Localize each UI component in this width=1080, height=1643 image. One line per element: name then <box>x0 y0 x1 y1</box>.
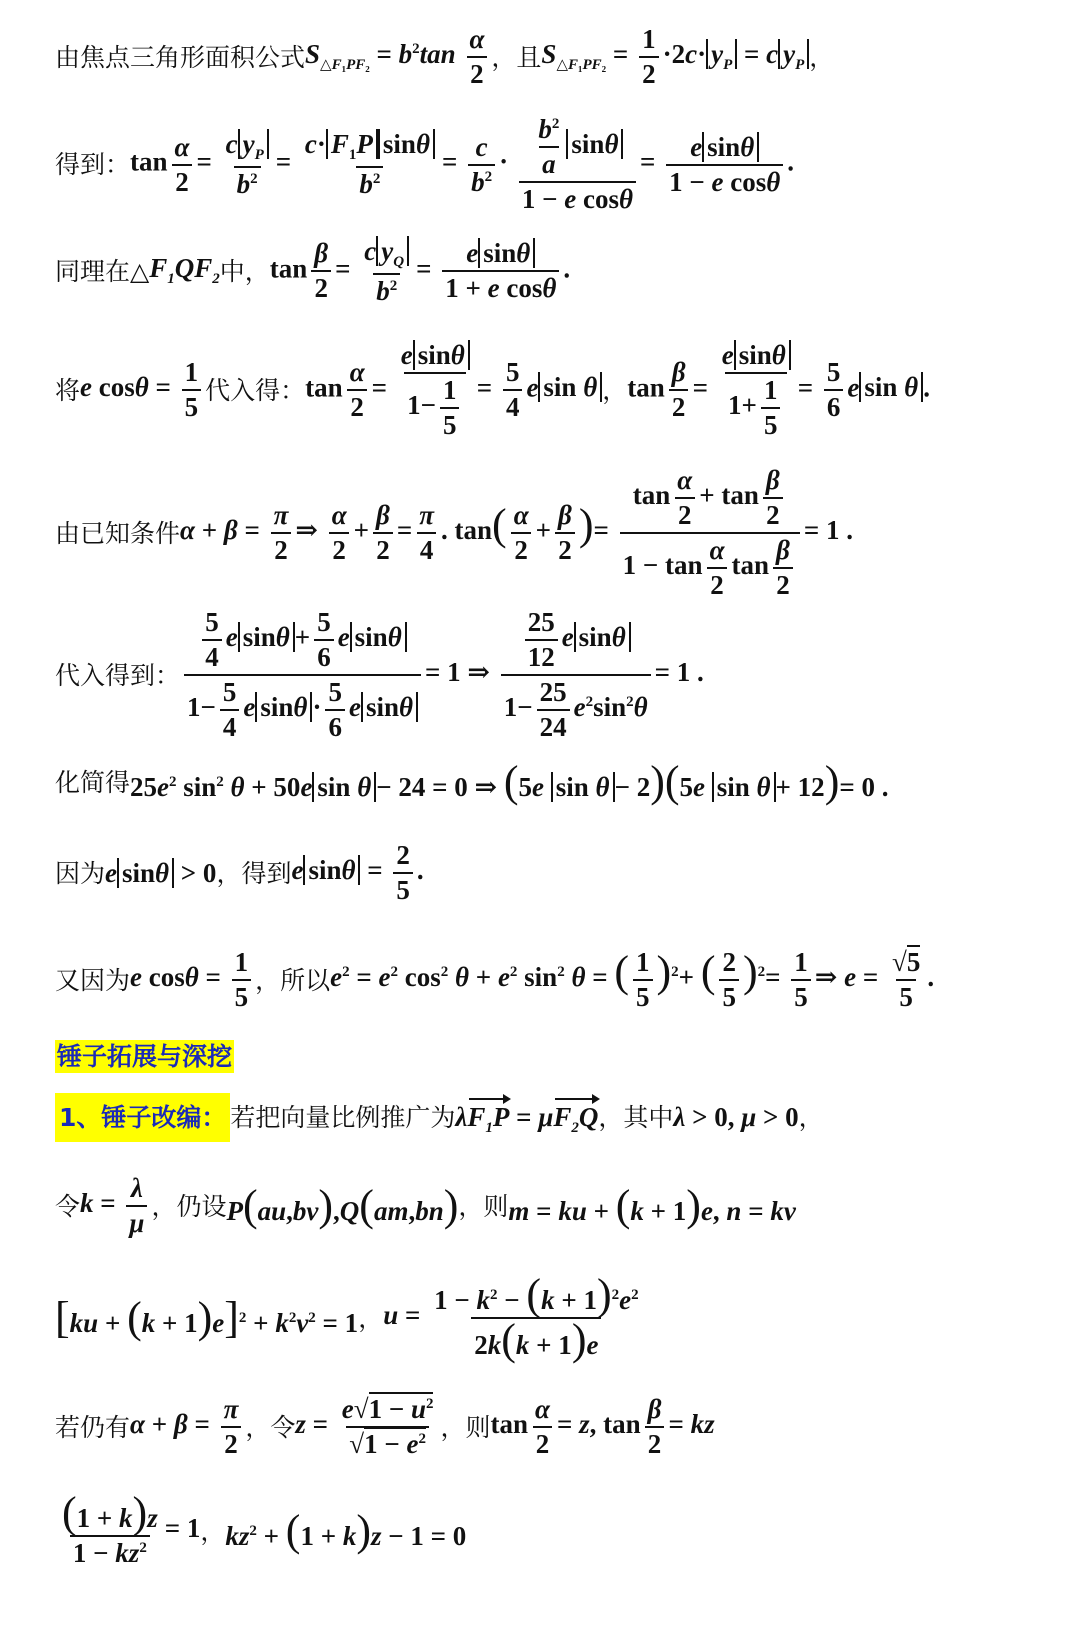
section-heading-text: 锤子拓展与深挖 <box>57 1041 233 1071</box>
math-expression: $F_1QF_2$ <box>149 253 220 287</box>
text-segment: ， <box>798 1102 824 1132</box>
text-segment: 代入得到： <box>55 660 181 690</box>
formula-line-14 <box>55 1382 1050 1472</box>
formula-line-2 <box>55 112 1050 217</box>
formula-line-3 <box>55 235 1050 307</box>
section-heading <box>55 1035 1050 1077</box>
text-segment: 若仍有 <box>55 1412 131 1442</box>
math-expression: k = $\frac{\lambda}{\mu}$ <box>80 1175 151 1237</box>
text-segment: 令 <box>55 1191 81 1221</box>
math-expression: e sinθ = $\frac{2}{5}$ . <box>291 840 424 905</box>
text-segment: 又因为 <box>55 965 131 995</box>
math-expression: tan $\frac{\alpha}{2}$ = z, tan $\frac{\beta}{2}$ = kz <box>490 1394 715 1459</box>
math-expression: z = $\frac{e√1 - u^2}{√1 - e^2}$ <box>295 1394 434 1459</box>
text-segment: 将 <box>55 375 81 405</box>
math-expression: $e^2 = e^2$ $\cos^2 \theta + e^2$ $\sin^2 \theta$ = ( $\frac{1}{5}$ )$^2$+ ( $\frac{2}{5}$ )$^2$= $\frac{1}{5}$ ⇒ e = $\frac{√5}{5}$ . <box>330 947 935 1012</box>
math-expression: tan $\frac{\beta}{2}$ = $\frac{c y_Q}{b^2}$ = $\frac{\text{e sinθ}}{\text{1 + e cosθ}}$ . <box>269 235 571 306</box>
text-segment: ，则 <box>440 1412 491 1442</box>
math-expression: λ > 0, μ > 0 <box>673 1101 799 1132</box>
math-expression: $\frac{5}{4}$ e sinθ + $\frac{5}{6}$ e sinθ 1− $\frac{5}{4}$ e sinθ · $\frac{5}{6}$ e sinθ = 1 ⇒ $\frac{25}{12}$ e sinθ 1− $\frac{25}{24}$ $e^2\sin^2\theta$ = 1 . <box>180 609 704 741</box>
formula-line-1 <box>55 22 1050 92</box>
math-expression: α + β = $\frac{\pi}{2}$ ⇒ $\frac{\alpha}{2}$ + $\frac{\beta}{2}$ = $\frac{\pi}{4}$ . tan( $\frac{\alpha}{2}$ + $\frac{\beta}{2}$ )= tan $\frac{\alpha}{2}$ + tan $\frac{\beta}{2}$ 1 − tan $\frac{\alpha}{2}$ tan $\frac{\beta}{2}$ = 1 . <box>180 465 853 600</box>
formula-line-15 <box>55 1488 1050 1574</box>
subheading-label: 1、锤子改编： <box>55 1093 230 1142</box>
formula-line-9 <box>55 940 1050 1020</box>
formula-line-5 <box>55 465 1050 600</box>
math-expression: e cosθ = $\frac{1}{5}$ <box>130 949 255 1011</box>
text-segment: 中， <box>219 256 270 286</box>
math-expression: α + β = $\frac{\pi}{2}$ <box>130 1396 245 1458</box>
math-expression: tan $\frac{\beta}{2}$ = e sinθ 1+ $\frac{1}{5}$ = $\frac{5}{6}$ e sin θ . <box>627 339 930 440</box>
text-segment: 代入得： <box>205 375 306 405</box>
math-expression: m = ku + (k + 1)e, n = kv <box>508 1180 796 1230</box>
text-segment: ， <box>602 375 628 405</box>
text-segment: ，其中 <box>598 1102 674 1132</box>
text-segment: ， <box>358 1303 384 1333</box>
formula-line-8 <box>55 838 1050 908</box>
math-expression: $S_{\triangle F_1PF_2}$ = $\frac{1}{2}$ $\cdot 2c\cdot y_P = c$ $y_P$ <box>541 26 809 88</box>
text-segment: ， <box>809 42 835 72</box>
text-segment: 同理在△ <box>55 256 150 286</box>
text-segment: 得到： <box>55 150 131 179</box>
text-segment: ，且 <box>491 42 542 72</box>
math-expression: $\lambda F_1P = \mu F_2Q$ <box>455 1098 598 1136</box>
formula-line-13 <box>55 1270 1050 1364</box>
math-expression: e sinθ > 0 <box>105 857 217 888</box>
formula-line-6 <box>55 607 1050 742</box>
math-expression: $kz^2 + (1 + k)z - 1 = 0$ <box>225 1505 467 1555</box>
math-expression: tan $\frac{\alpha}{2}$ = $\frac{c y_P}{b^2}$ = $\frac{c\cdot F_1P \sin\theta}{b^2}$ = $\frac{c}{b^2}$ · $\frac{b^2}{a}$ sinθ 1 − e cosθ = $\frac{\text{e sinθ}}{\text{1 − e cosθ}}$ . <box>130 114 795 214</box>
math-expression: $\frac{(1 + k)z}{1 - kz^2}$ = 1 <box>62 1488 201 1568</box>
math-expression: u = $\frac{1 - k^2 - (k + 1)^2e^2}{2k(k + 1)e}$ <box>383 1270 639 1364</box>
formula-line-7 <box>55 757 1050 807</box>
text-segment: ，所以 <box>255 965 331 995</box>
text-segment: 由焦点三角形面积公式 <box>55 42 306 72</box>
text-segment: ，则 <box>458 1191 509 1221</box>
text-segment: ，得到 <box>216 858 292 888</box>
formula-line-4 <box>55 335 1050 445</box>
math-expression: $25e^2$ $\sin^2 \theta + 50e$ sin θ − 24 = 0 ⇒ (5e sin θ − 2)(5e sin θ + 12)= 0 . <box>130 756 889 806</box>
text-segment: 化简得 <box>55 767 131 797</box>
text-segment: 若把向量比例推广为 <box>230 1102 456 1132</box>
text-segment: ， <box>200 1516 226 1546</box>
formula-line-11 <box>55 1090 1050 1144</box>
text-segment: 因为 <box>55 858 106 888</box>
math-expression: tan $\frac{\alpha}{2}$ = e sinθ 1− $\frac{1}{5}$ = $\frac{5}{4}$ e sin θ <box>305 342 602 439</box>
formula-line-12 <box>55 1168 1050 1244</box>
math-expression: $[ku + (k + 1)e]^2 + k^2v^2 = 1$ <box>55 1292 359 1342</box>
math-expression: $S_{\triangle F_1PF_2} = b^2\tan$ $\frac{\alpha}{2}$ <box>305 26 491 88</box>
math-expression: e cosθ = $\frac{1}{5}$ <box>80 359 205 421</box>
text-segment: ，仍设 <box>151 1191 227 1221</box>
text-segment: ，令 <box>245 1412 296 1442</box>
text-segment: 由已知条件 <box>55 518 181 548</box>
math-expression: P(au,bv),Q(am,bn) <box>226 1180 459 1230</box>
